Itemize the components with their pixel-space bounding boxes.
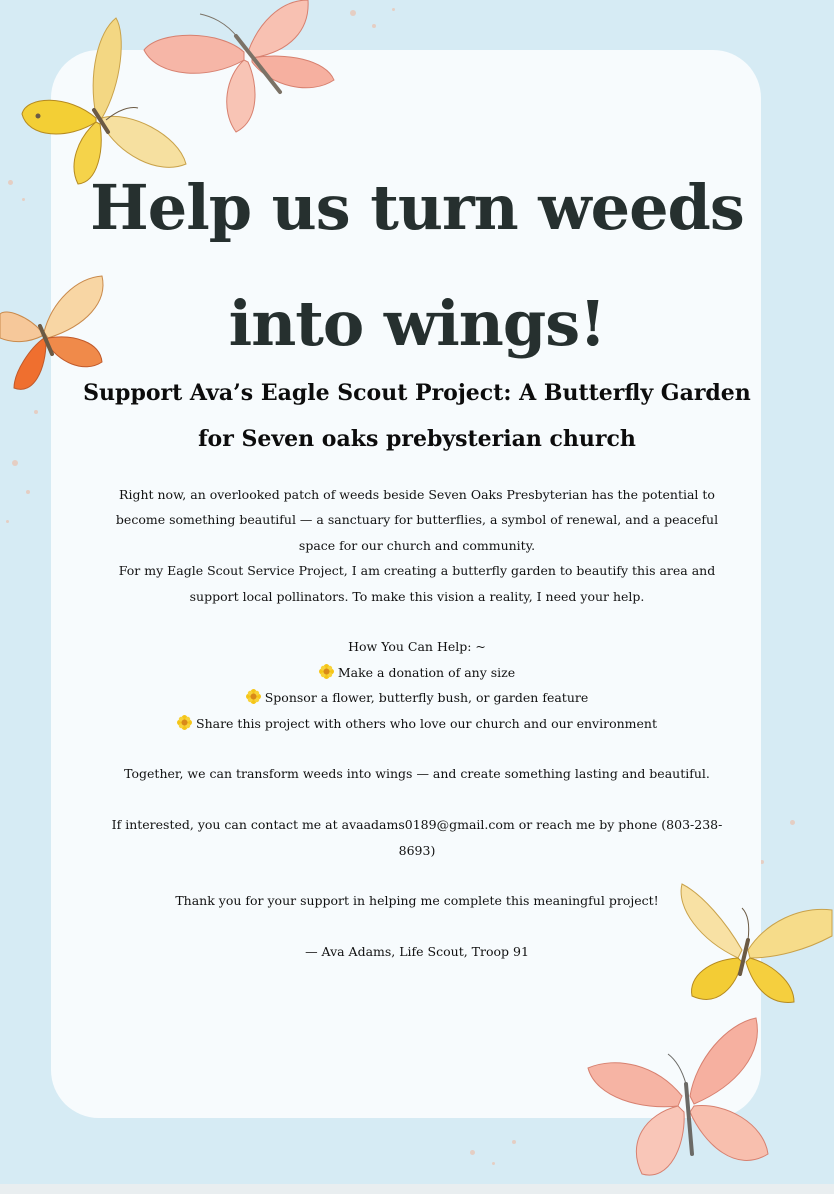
help-item xyxy=(96,685,738,710)
bottom-strip xyxy=(0,1184,834,1194)
flyer-title: Help us turn weeds into wings! xyxy=(90,171,744,360)
pink-butterfly-bottom xyxy=(586,1014,776,1184)
intro-paragraph-1: Right now, an overlooked patch of weeds beside Seven Oaks Presbyterian has the potential to become something beautiful — a sanctuary for butterflies, a symbol of renewal, and a peaceful space for our church and community. xyxy=(115,487,719,553)
pink-butterfly-top xyxy=(140,0,340,135)
help-item-text: Sponsor a flower, butterfly bush, or garden feature xyxy=(264,690,589,706)
signature: — Ava Adams, Life Scout, Troop 91 xyxy=(305,944,529,960)
flyer-subtitle: Support Ava’s Eagle Scout Project: A Butterfly Garden for Seven oaks prebysterian church xyxy=(83,380,751,452)
flyer-body xyxy=(96,482,738,965)
help-heading: How You Can Help: ~ xyxy=(348,639,486,655)
help-item xyxy=(96,660,738,685)
help-item-text: Make a donation of any size xyxy=(337,664,516,680)
thanks-line: Thank you for your support in helping me complete this meaningful project! xyxy=(175,893,659,909)
sunflower-icon xyxy=(319,664,334,679)
sunflower-icon xyxy=(177,715,192,730)
contact-line: If interested, you can contact me at avaadams0189@gmail.com or reach me by phone (803-238-8693) xyxy=(111,817,723,858)
help-item xyxy=(96,711,738,736)
intro-paragraph-2: For my Eagle Scout Service Project, I am creating a butterfly garden to beautify this area and support local pollinators. To make this vision a reality, I need your help. xyxy=(118,563,716,604)
sunflower-icon xyxy=(246,689,261,704)
help-item-text: Share this project with others who love our church and our environment xyxy=(196,715,657,731)
together-line: Together, we can transform weeds into wings — and create something lasting and beautiful. xyxy=(124,766,710,782)
